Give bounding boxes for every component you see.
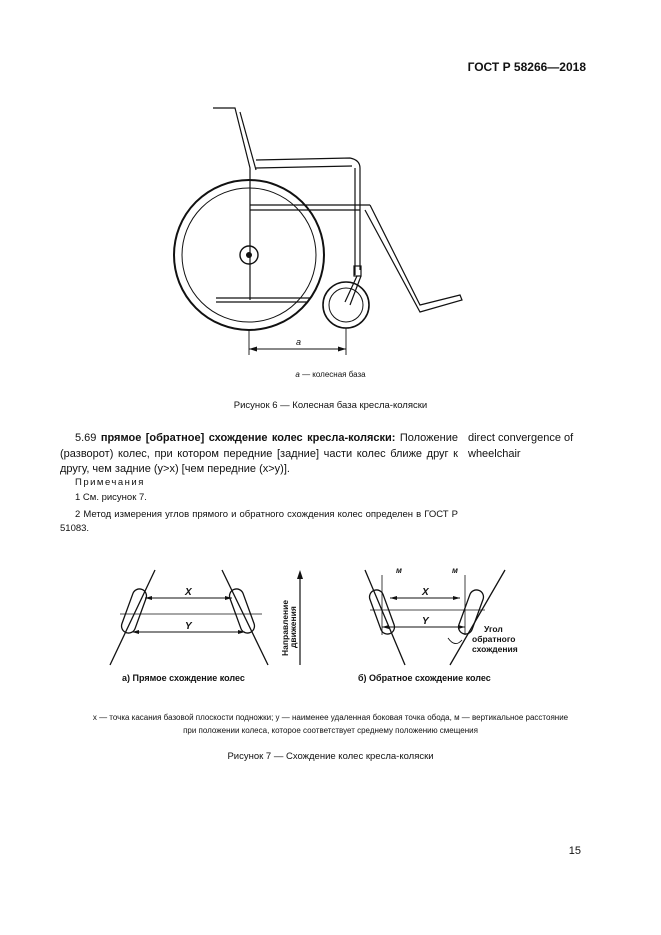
subfigure-a-caption: а) Прямое схождение колес	[122, 673, 245, 683]
figure6-caption: Рисунок 6 — Колесная база кресла-коляски	[233, 400, 428, 411]
term-english: direct convergence of wheelchair	[468, 432, 574, 460]
legend-letter: a	[295, 370, 300, 379]
label-x-b: X	[422, 587, 429, 598]
note-2	[60, 508, 458, 536]
note-1: 1 См. рисунок 7.	[75, 492, 147, 503]
label-y-a: Y	[185, 621, 192, 632]
term-number: 5.69	[75, 432, 97, 444]
caster-wheel	[323, 282, 369, 328]
angle-label-3: схождения	[472, 644, 518, 654]
wheelbase-dimension-label: a	[296, 337, 302, 347]
wheelchair-wheelbase-drawing	[0, 0, 661, 400]
notes-title: Примечания	[75, 477, 145, 488]
figure7-note-line2: при положении колеса, которое соответствует среднему положению смещения	[183, 726, 478, 735]
note-2-text: 2 Метод измерения углов прямого и обратного схождения колес определен в ГОСТ Р 51083.	[60, 509, 458, 534]
term-title: прямое [обратное] схождение колес кресла-коляски:	[100, 432, 396, 444]
direction-label-1: Направление	[280, 599, 290, 656]
figure7-note	[50, 711, 611, 737]
page-number: 15	[568, 845, 581, 857]
subfigure-b-caption: б) Обратное схождение колес	[358, 673, 491, 683]
document-header: ГОСТ Р 58266—2018	[467, 60, 586, 74]
label-m1: м	[396, 566, 402, 575]
label-x-a: X	[185, 587, 192, 598]
label-m2: м	[452, 566, 458, 575]
term-text: Положение (разворот) колес, при котором передние [задние] части колес ближе друг к другу, чем задние (y>x) [чем передние (x>y)].	[60, 432, 458, 475]
figure6-legend	[0, 370, 661, 379]
angle-label-2: обратного	[472, 634, 516, 644]
label-y-b: Y	[422, 616, 429, 627]
figure7-caption: Рисунок 7 — Схождение колес кресла-коляски	[227, 751, 434, 762]
term-definition	[60, 431, 458, 478]
legend-text: — колесная база	[299, 370, 366, 379]
direction-label-2: движения	[288, 606, 298, 648]
angle-label-1: Угол	[484, 624, 503, 634]
figure7-note-line1: x — точка касания базовой плоскости подножки; y — наименее удаленная боковая точка обода, м — вертикальное расстояние	[92, 713, 569, 722]
